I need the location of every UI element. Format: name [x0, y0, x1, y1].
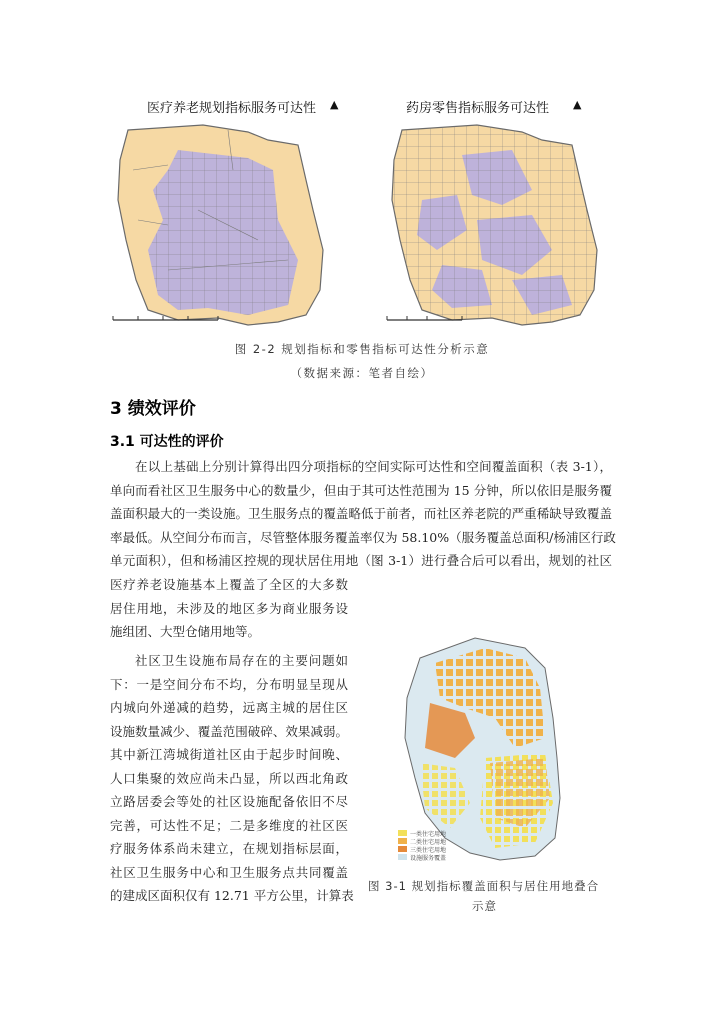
text-line: 居住用地，未涉及的地区多为商业服务设 — [110, 600, 348, 616]
legend-label: 一类住宅用地 — [410, 830, 447, 838]
text-line: 医疗养老设施基本上覆盖了全区的大多数 — [110, 577, 348, 592]
map-right — [382, 110, 612, 332]
paragraph-1 — [110, 455, 616, 573]
text-line: 率最低。从空间分布而言，尽管整体服务覆盖率仅为 58.10%（服务覆盖总面积/杨浦区行政 — [110, 529, 616, 545]
north-arrow-icon: ▲ — [330, 98, 339, 111]
text-line: 社区卫生服务中心和卫生服务点共同覆盖 — [110, 864, 348, 880]
text-line: 内城向外递减的趋势，远离主城的居住区 — [110, 700, 348, 715]
text-line: 单元面积），但和杨浦区控规的现状居住用地（图 3-1）进行叠合后可以看出，规划的社区 — [110, 553, 612, 568]
text-line: 在以上基础上分别计算得出四分项指标的空间实际可达性和空间覆盖面积（表 3-1）， — [135, 459, 612, 474]
figure-2-2-source: （数据来源：笔者自绘） — [290, 366, 434, 380]
legend-label: 二类住宅用地 — [410, 838, 447, 846]
north-arrow-icon: ▲ — [573, 98, 582, 111]
figure-3-1-legend — [398, 829, 446, 861]
legend-swatch — [398, 854, 407, 860]
figure-3-1-caption: 图 3-1 规划指标覆盖面积与居住用地叠合 — [368, 879, 600, 893]
map-left-title: 医疗养老规划指标服务可达性 — [147, 101, 317, 116]
text-line: 单向而看社区卫生服务中心的数量少，但由于其可达性范围为 15 分钟，所以依旧是服务覆 — [110, 482, 612, 498]
text-line: 施组团、大型仓储用地等。 — [110, 624, 261, 639]
legend-label: 三类住宅用地 — [410, 846, 447, 854]
legend-item — [398, 853, 446, 861]
figure-3-1-caption-cont: 示意 — [472, 899, 497, 913]
legend-swatch — [398, 846, 407, 852]
map-right-title: 药房零售指标服务可达性 — [406, 101, 550, 116]
text-line: 的建成区面积仅有 12.71 平方公里，计算表 — [110, 888, 354, 903]
legend-swatch — [398, 830, 407, 836]
map-left — [108, 110, 338, 332]
text-line: 盖面积最大的一类设施。卫生服务点的覆盖略低于前者，而社区养老院的严重稀缺导致覆盖 — [110, 506, 612, 521]
text-line: 疗服务体系尚未建立，在规划指标层面， — [110, 841, 348, 856]
text-line: 人口集聚的效应尚未凸显，所以西北角政 — [110, 770, 348, 786]
subsection-heading: 3.1 可达性的评价 — [110, 434, 224, 450]
text-line: 立路居委会等处的社区设施配备依旧不尽 — [110, 794, 348, 809]
paragraph-1-tail — [110, 573, 348, 644]
paragraph-2 — [110, 649, 354, 908]
text-line: 完善，可达性不足；二是多维度的社区医 — [110, 817, 348, 833]
text-line: 设施数量减少、覆盖范围破碎、效果减弱。 — [110, 723, 348, 739]
legend-label: 设施服务覆盖 — [410, 854, 447, 862]
text-line: 下：一是空间分布不均，分布明显呈现从 — [110, 676, 348, 692]
text-line: 其中新江湾城街道社区由于起步时间晚、 — [110, 747, 348, 762]
section-heading: 3 绩效评价 — [110, 399, 196, 419]
legend-swatch — [398, 838, 407, 844]
text-line: 社区卫生设施布局存在的主要问题如 — [135, 653, 348, 668]
figure-2-2-caption: 图 2-2 规划指标和零售指标可达性分析示意 — [234, 342, 490, 356]
